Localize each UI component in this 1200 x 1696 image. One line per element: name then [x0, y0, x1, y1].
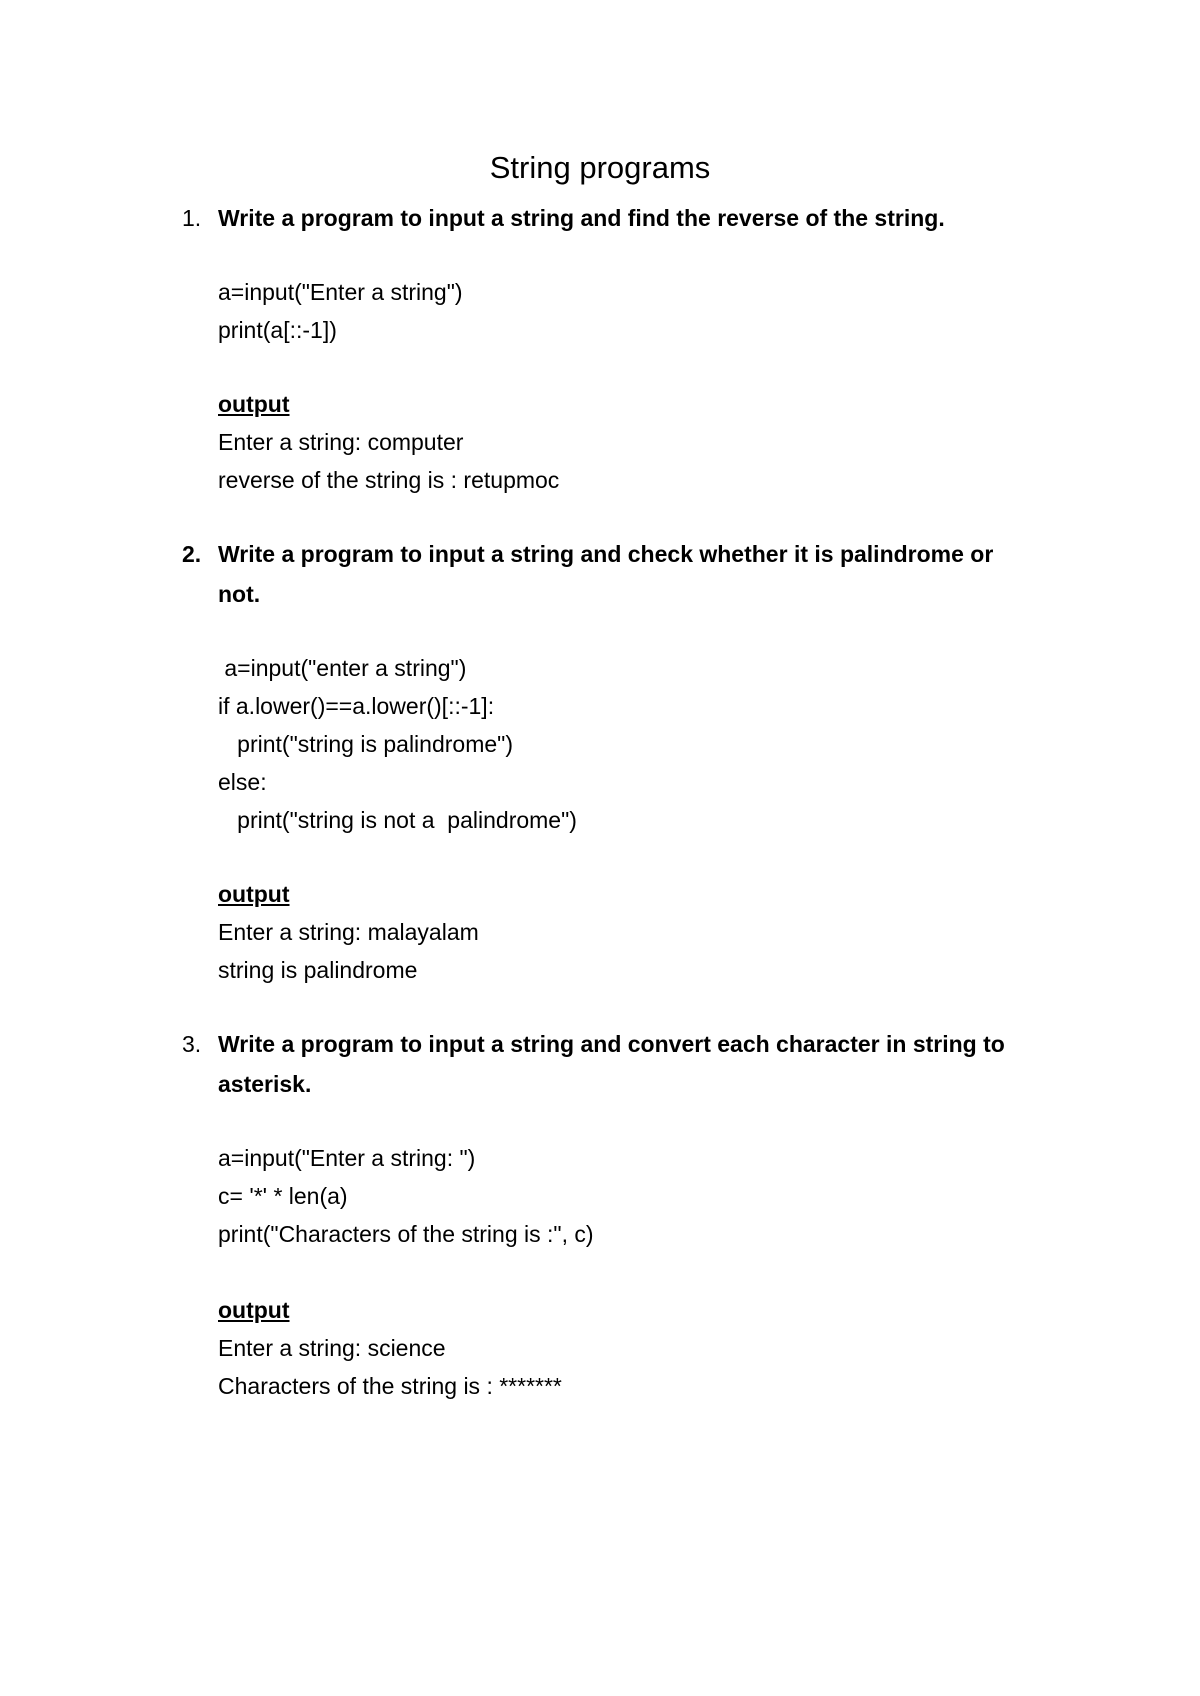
- q3-code-line-3: print("Characters of the string is :", c): [218, 1221, 594, 1247]
- question-1: [182, 198, 1038, 238]
- q3-code-line-1: a=input("Enter a string: "): [218, 1145, 476, 1171]
- question-1-text: Write a program to input a string and find the reverse of the string.: [218, 205, 945, 231]
- question-3-text: Write a program to input a string and convert each character in string to asterisk.: [218, 1031, 1005, 1097]
- q2-code-line-4: else:: [218, 769, 267, 795]
- q1-code-line-1: a=input("Enter a string"): [218, 279, 463, 305]
- q1-output-line-1: Enter a string: computer: [218, 429, 464, 455]
- question-3: [182, 1024, 1038, 1104]
- question-2: [182, 534, 1038, 614]
- q1-output-line-2: reverse of the string is : retupmoc: [218, 467, 560, 493]
- q2-output-line-1: Enter a string: malayalam: [218, 919, 479, 945]
- q3-code-line-2: c= '*' * len(a): [218, 1183, 348, 1209]
- page-title: String programs: [489, 150, 711, 185]
- q2-code-line-5: print("string is not a palindrome"): [218, 807, 577, 833]
- q2-code-line-1: a=input("enter a string"): [218, 655, 467, 681]
- question-2-number: 2.: [182, 541, 202, 567]
- q2-output-heading: output: [218, 881, 290, 907]
- question-3-number: 3.: [182, 1031, 202, 1057]
- q1-output-heading: output: [218, 391, 290, 417]
- question-1-number: 1.: [182, 205, 202, 231]
- q1-code-line-2: print(a[::-1]): [218, 317, 337, 343]
- q2-code-line-3: print("string is palindrome"): [218, 731, 513, 757]
- q3-output-line-1: Enter a string: science: [218, 1335, 446, 1361]
- question-2-text: Write a program to input a string and check whether it is palindrome or not.: [218, 541, 994, 607]
- q2-code-line-2: if a.lower()==a.lower()[::-1]:: [218, 693, 495, 719]
- q3-output-heading: output: [218, 1297, 290, 1323]
- q3-output-line-2: Characters of the string is : *******: [218, 1373, 562, 1399]
- q2-output-line-2: string is palindrome: [218, 957, 418, 983]
